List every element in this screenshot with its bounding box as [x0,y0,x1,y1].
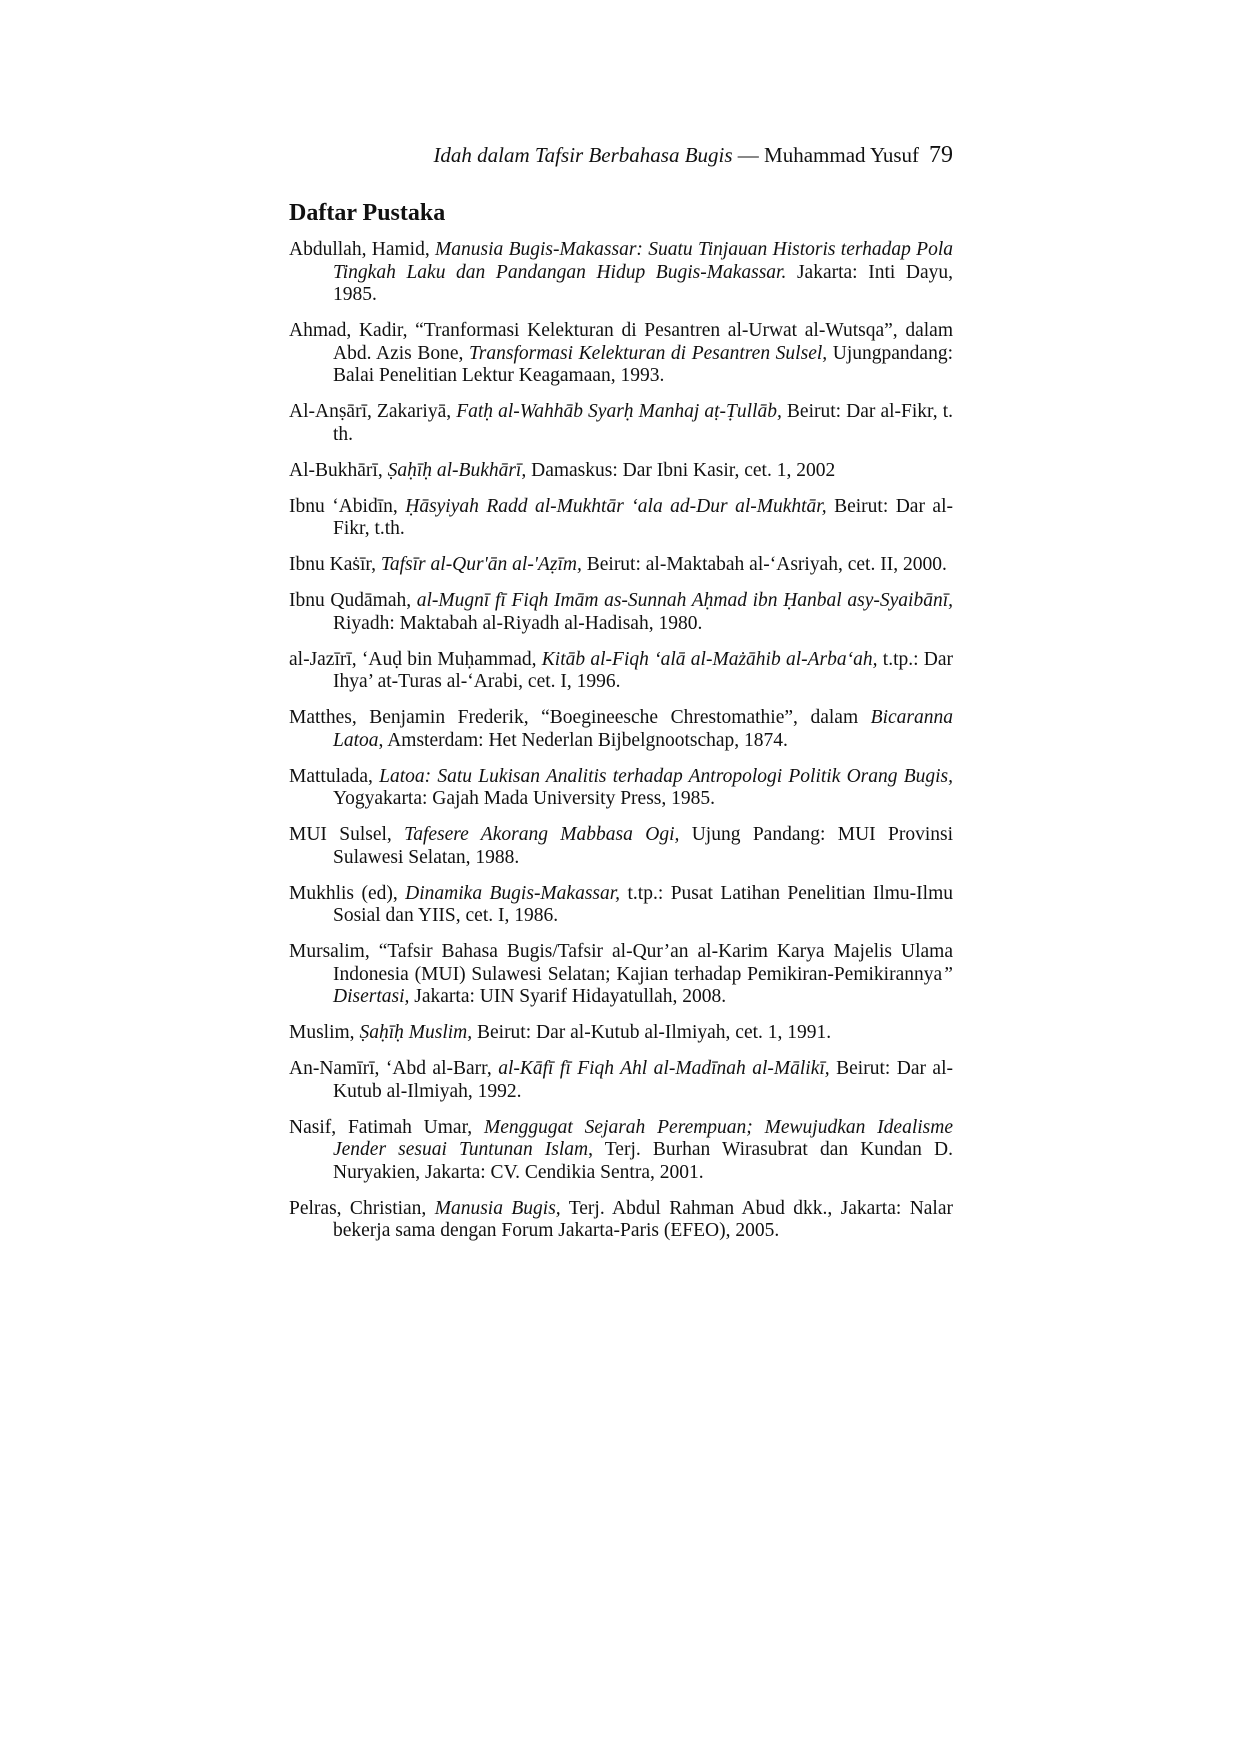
running-title: Idah dalam Tafsir Berbahasa Bugis [433,143,733,167]
reference-title: Tafesere Akorang Mabbasa Ogi, [404,824,680,845]
reference-text: Beirut: Dar al-Fikr, t. th. [333,401,953,445]
reference-text: Ibnu ‘Abidīn, [289,495,406,517]
reference-text: Abdullah, Hamid, [289,239,436,260]
reference-text: Matthes, Benjamin Frederik, “Boegineesche Chrestomathie”, dalam [289,707,871,728]
reference-text: t.tp.: Dar Ihya’ at-Turas al-‘Arabi, cet. I, 1996. [333,648,954,692]
reference-text: An-Namīrī, ‘Abd al-Barr, [289,1058,499,1079]
reference-entry [289,766,953,811]
reference-text: Mattulada, [289,765,380,787]
reference-entry [289,1117,953,1185]
reference-entry [289,320,953,388]
reference-title: Ḥāsyiyah Radd al-Mukhtār ‘ala ad-Dur al-Mukhtār, [405,495,827,517]
reference-entry [289,401,953,446]
reference-title: al-Kāfī fī Fiqh Ahl al-Madīnah al-Mālikī, [498,1058,830,1079]
reference-entry [289,496,953,541]
reference-text: Mukhlis (ed), [289,882,406,904]
reference-text: Nasif, Fatimah Umar, [289,1116,484,1138]
reference-title: Bicaranna Latoa [333,707,953,751]
reference-title: al-Mugnī fī Fiqh Imām as-Sunnah Aḥmad ibn Ḥanbal asy-Syaibānī, [416,590,953,611]
reference-title: Manusia Bugis-Makassar: Suatu Tinjauan Historis terhadap Pola Tingkah Laku dan Pandangan Hidup Bugis-Makassar. [333,239,953,283]
reference-entry [289,883,953,928]
reference-entry [289,1022,953,1045]
reference-title: Kitāb al-Fiqh ‘alā al-Mażāhib al-Arba‘ah, [541,648,878,670]
reference-text: Terj. Abdul Rahman Abud dkk., Jakarta: Nalar bekerja sama dengan Forum Jakarta-Paris (EFEO), 2005. [333,1197,953,1241]
reference-text: Jakarta: Inti Dayu, 1985. [333,261,953,305]
reference-entry [289,590,953,635]
reference-text: Damaskus: Dar Ibni Kasir, cet. 1, 2002 [526,459,836,481]
reference-title: Ṣaḥīḥ Muslim, [359,1022,473,1043]
reference-title: Menggugat Sejarah Perempuan; Mewujudkan Idealisme Jender sesuai Tuntunan Islam [333,1116,953,1160]
reference-text: Yogyakarta: Gajah Mada University Press, 1985. [333,788,716,809]
reference-entry [289,824,953,869]
reference-text: Beirut: Dar al-Kutub al-Ilmiyah, 1992. [333,1058,953,1102]
reference-title: ” Disertasi, [333,963,953,1007]
running-header [290,140,953,170]
reference-text: al-Jazīrī, ‘Auḍ bin Muḥammad, [289,648,542,670]
reference-text: MUI Sulsel, [289,824,405,845]
reference-title: Manusia Bugis, [434,1197,561,1219]
reference-entry [289,649,953,694]
reference-text: Pelras, Christian, [289,1197,435,1219]
reference-text: Ujungpandang: Balai Penelitian Lektur Keagamaan, 1993. [333,342,953,386]
reference-entry [289,239,953,307]
section-title: Daftar Pustaka [289,200,446,226]
reference-list [289,239,953,1256]
reference-text: Beirut: Dar al-Kutub al-Ilmiyah, cet. 1, 1991. [472,1022,832,1043]
reference-title: Tafsīr al-Qur'ān al-'Aẓīm, [380,554,582,575]
reference-text: Ibnu Qudāmah, [289,590,417,611]
reference-text: , Terj. Burhan Wirasubrat dan Kundan D. Nuryakien, Jakarta: CV. Cendikia Sentra, 2001. [333,1139,953,1183]
reference-text: Ibnu Kaṡīr, [289,554,381,575]
reference-text: , Amsterdam: Het Nederlan Bijbelgnootschap, 1874. [378,729,788,751]
reference-entry [289,707,953,752]
page-number: 79 [929,142,953,168]
reference-text: Al-Anṣārī, Zakariyā, [289,401,457,422]
reference-text: Ujung Pandang: MUI Provinsi Sulawesi Selatan, 1988. [333,824,954,868]
reference-title: Ṣaḥīḥ al-Bukhārī, [387,459,527,481]
header-separator: — [732,143,765,167]
reference-entry [289,554,953,577]
reference-title: Dinamika Bugis-Makassar, [405,882,621,904]
reference-entry [289,460,953,483]
reference-text: Mursalim, “Tafsir Bahasa Bugis/Tafsir al-Qur’an al-Karim Karya Majelis Ulama Indonesia (MUI) Sulawesi Selatan; Kajian terhadap Pemikiran-Pemikirannya [289,941,953,985]
reference-text: t.tp.: Pusat Latihan Penelitian Ilmu-Ilmu Sosial dan YIIS, cet. I, 1986. [333,882,953,926]
reference-title: Fatḥ al-Wahhāb Syarḥ Manhaj aṭ-Ṭullāb, [456,401,782,422]
reference-entry [289,1198,953,1243]
reference-text: Al-Bukhārī, [289,459,388,481]
reference-text: Beirut: al-Maktabah al-‘Asriyah, cet. II, 2000. [581,554,947,575]
reference-entry [289,941,953,1009]
header-author: Muhammad Yusuf [764,143,919,167]
reference-text: Riyadh: Maktabah al-Riyadh al-Hadisah, 1980. [333,612,703,634]
reference-text: Jakarta: UIN Syarif Hidayatullah, 2008. [409,986,727,1007]
reference-title: Transformasi Kelekturan di Pesantren Sulsel, [469,342,828,364]
reference-text: Beirut: Dar al-Fikr, t.th. [333,495,953,539]
reference-text: Ahmad, Kadir, “Tranformasi Kelekturan di Pesantren al-Urwat al-Wutsqa”, dalam Abd. Azis Bone, [289,320,953,364]
reference-title: Latoa: Satu Lukisan Analitis terhadap Antropologi Politik Orang Bugis, [379,765,953,787]
reference-entry [289,1058,953,1103]
reference-text: Muslim, [289,1022,360,1043]
